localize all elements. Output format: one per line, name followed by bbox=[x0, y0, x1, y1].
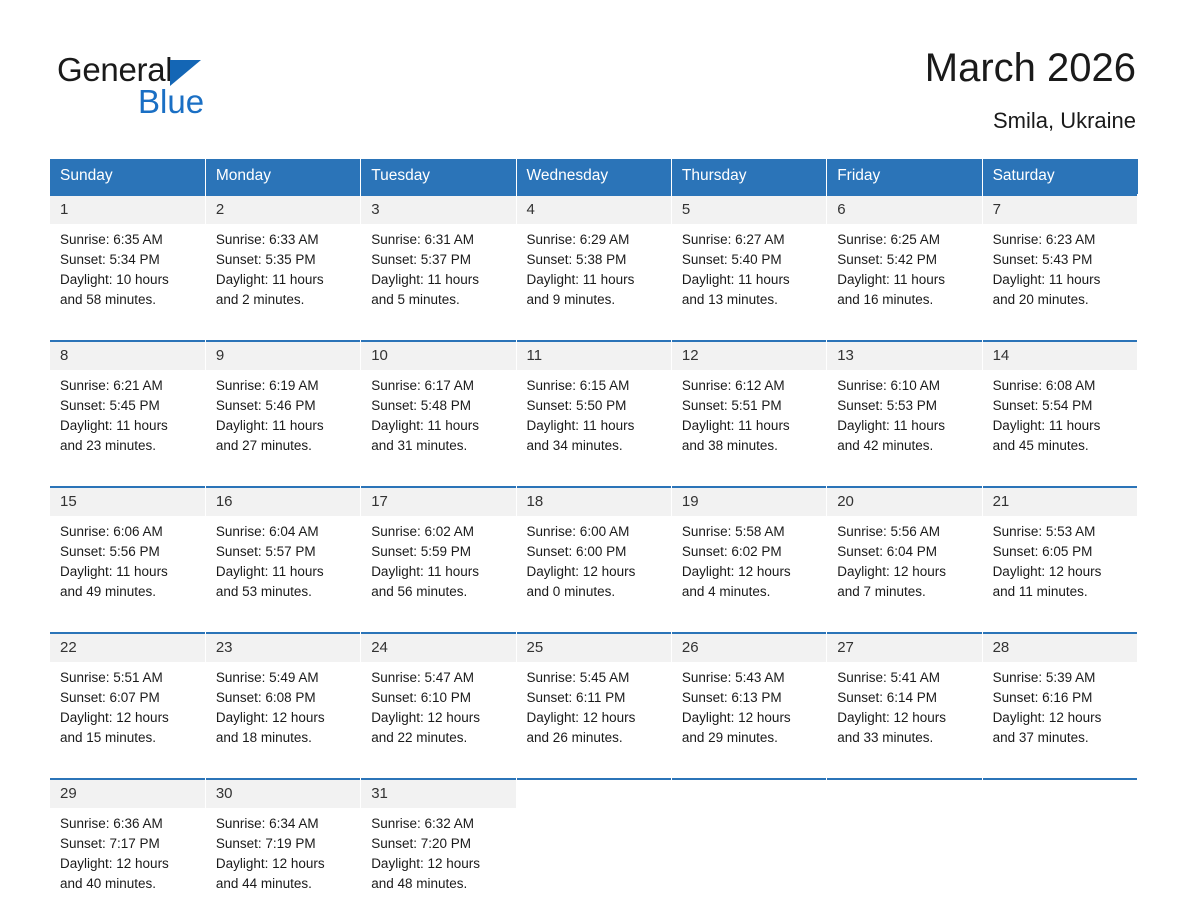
sunset-time: Sunset: 5:48 PM bbox=[371, 398, 471, 413]
daylight-line1: Daylight: 11 hours bbox=[526, 418, 635, 433]
sunrise-time: Sunrise: 6:31 AM bbox=[371, 232, 474, 247]
day-number: 23 bbox=[206, 634, 360, 662]
daylight-line2: and 58 minutes. bbox=[60, 292, 157, 307]
calendar-day-cell[interactable] bbox=[516, 632, 671, 766]
day-cell-inner bbox=[827, 340, 981, 474]
day-number: 16 bbox=[206, 488, 360, 516]
day-info bbox=[517, 224, 671, 310]
day-number: 30 bbox=[206, 780, 360, 808]
daylight-line1: Daylight: 11 hours bbox=[215, 564, 324, 579]
day-info bbox=[983, 370, 1137, 456]
day-info bbox=[517, 370, 671, 456]
calendar-day-cell[interactable] bbox=[361, 486, 516, 620]
calendar-day-cell[interactable] bbox=[361, 194, 516, 328]
weekday-header-friday: Friday bbox=[827, 159, 982, 194]
day-info bbox=[672, 662, 826, 748]
day-cell-inner bbox=[517, 340, 671, 474]
day-cell-inner bbox=[672, 340, 826, 474]
day-info bbox=[361, 808, 515, 894]
day-cell-inner bbox=[50, 340, 205, 474]
sunset-time: Sunset: 5:59 PM bbox=[371, 544, 471, 559]
sunset-time: Sunset: 6:04 PM bbox=[837, 544, 938, 559]
week-spacer bbox=[50, 328, 1138, 340]
sunrise-time: Sunrise: 6:19 AM bbox=[215, 378, 319, 393]
sunrise-time: Sunrise: 5:41 AM bbox=[837, 670, 941, 685]
daylight-line1: Daylight: 11 hours bbox=[681, 418, 790, 433]
calendar-day-cell[interactable] bbox=[982, 194, 1137, 328]
calendar-day-cell[interactable] bbox=[671, 194, 826, 328]
day-info bbox=[206, 370, 360, 456]
daylight-line1: Daylight: 12 hours bbox=[992, 710, 1102, 725]
daylight-line2: and 16 minutes. bbox=[837, 292, 934, 307]
daylight-line1: Daylight: 12 hours bbox=[215, 856, 325, 871]
day-info bbox=[361, 224, 515, 310]
daylight-line1: Daylight: 11 hours bbox=[371, 418, 479, 433]
calendar-day-cell[interactable] bbox=[671, 340, 826, 474]
daylight-line2: and 29 minutes. bbox=[681, 730, 778, 745]
day-cell-inner bbox=[672, 486, 826, 620]
day-info bbox=[50, 808, 205, 894]
day-number: 7 bbox=[983, 196, 1137, 224]
day-number: 27 bbox=[827, 634, 981, 662]
calendar-cell-empty bbox=[982, 778, 1137, 912]
day-info bbox=[827, 370, 981, 456]
daylight-line1: Daylight: 12 hours bbox=[371, 710, 480, 725]
daylight-line1: Daylight: 11 hours bbox=[837, 272, 946, 287]
day-info bbox=[983, 662, 1137, 748]
sunrise-time: Sunrise: 6:23 AM bbox=[992, 232, 1096, 247]
day-cell-inner bbox=[361, 194, 515, 328]
sunrise-sunset-calendar bbox=[50, 159, 1138, 912]
day-number: 29 bbox=[50, 780, 205, 808]
sunset-time: Sunset: 5:51 PM bbox=[681, 398, 782, 413]
calendar-day-cell[interactable] bbox=[516, 486, 671, 620]
calendar-day-cell[interactable] bbox=[50, 194, 205, 328]
daylight-line1: Daylight: 12 hours bbox=[526, 710, 636, 725]
day-cell-inner bbox=[50, 194, 205, 328]
daylight-line1: Daylight: 10 hours bbox=[60, 272, 169, 287]
daylight-line1: Daylight: 11 hours bbox=[526, 272, 635, 287]
daylight-line2: and 9 minutes. bbox=[526, 292, 616, 307]
calendar-day-cell[interactable] bbox=[205, 486, 360, 620]
daylight-line1: Daylight: 11 hours bbox=[992, 418, 1101, 433]
sunset-time: Sunset: 5:40 PM bbox=[681, 252, 782, 267]
day-info bbox=[206, 662, 360, 748]
weekday-header-row bbox=[50, 159, 1138, 194]
day-number: 13 bbox=[827, 342, 981, 370]
day-info bbox=[672, 516, 826, 602]
calendar-day-cell[interactable] bbox=[827, 632, 982, 766]
calendar-day-cell[interactable] bbox=[50, 778, 205, 912]
sunrise-time: Sunrise: 5:53 AM bbox=[992, 524, 1096, 539]
logo-text-general: General bbox=[57, 51, 173, 88]
day-info bbox=[517, 662, 671, 748]
daylight-line2: and 38 minutes. bbox=[681, 438, 778, 453]
daylight-line2: and 31 minutes. bbox=[371, 438, 468, 453]
sunrise-time: Sunrise: 5:43 AM bbox=[681, 670, 785, 685]
day-info bbox=[206, 516, 360, 602]
daylight-line2: and 34 minutes. bbox=[526, 438, 623, 453]
calendar-week-row bbox=[50, 778, 1138, 912]
sunset-time: Sunset: 5:35 PM bbox=[215, 252, 316, 267]
sunrise-time: Sunrise: 5:56 AM bbox=[837, 524, 941, 539]
day-number: 24 bbox=[361, 634, 515, 662]
daylight-line2: and 11 minutes. bbox=[992, 584, 1088, 599]
sunset-time: Sunset: 6:11 PM bbox=[526, 690, 626, 705]
daylight-line1: Daylight: 11 hours bbox=[60, 564, 168, 579]
day-number: 14 bbox=[983, 342, 1137, 370]
sunset-time: Sunset: 5:42 PM bbox=[837, 252, 938, 267]
daylight-line2: and 56 minutes. bbox=[371, 584, 468, 599]
calendar-day-cell[interactable] bbox=[827, 340, 982, 474]
day-info bbox=[361, 662, 515, 748]
calendar-day-cell[interactable] bbox=[982, 632, 1137, 766]
daylight-line2: and 7 minutes. bbox=[837, 584, 926, 599]
day-cell-inner bbox=[206, 486, 360, 620]
sunset-time: Sunset: 6:13 PM bbox=[681, 690, 782, 705]
day-cell-inner bbox=[361, 486, 515, 620]
sunrise-time: Sunrise: 6:04 AM bbox=[215, 524, 319, 539]
day-cell-inner bbox=[827, 632, 981, 766]
day-cell-inner bbox=[827, 486, 981, 620]
calendar-day-cell[interactable] bbox=[982, 486, 1137, 620]
sunrise-time: Sunrise: 6:17 AM bbox=[371, 378, 474, 393]
day-info bbox=[50, 370, 205, 456]
weekday-header-thursday: Thursday bbox=[671, 159, 826, 194]
sunset-time: Sunset: 7:19 PM bbox=[215, 836, 316, 851]
sunset-time: Sunset: 6:10 PM bbox=[371, 690, 471, 705]
sunrise-time: Sunrise: 6:36 AM bbox=[60, 816, 163, 831]
calendar-week-row bbox=[50, 340, 1138, 474]
day-number: 17 bbox=[361, 488, 515, 516]
day-cell-inner bbox=[206, 632, 360, 766]
daylight-line2: and 18 minutes. bbox=[215, 730, 312, 745]
sunrise-time: Sunrise: 6:08 AM bbox=[992, 378, 1096, 393]
sunset-time: Sunset: 5:43 PM bbox=[992, 252, 1093, 267]
day-info bbox=[50, 224, 205, 310]
calendar-cell-empty bbox=[516, 778, 671, 912]
day-cell-inner bbox=[206, 778, 360, 912]
sunrise-time: Sunrise: 6:21 AM bbox=[60, 378, 163, 393]
day-info bbox=[517, 516, 671, 602]
daylight-line1: Daylight: 12 hours bbox=[526, 564, 636, 579]
daylight-line1: Daylight: 11 hours bbox=[681, 272, 790, 287]
daylight-line2: and 23 minutes. bbox=[60, 438, 157, 453]
daylight-line2: and 44 minutes. bbox=[215, 876, 312, 891]
day-cell-inner bbox=[50, 486, 205, 620]
day-info bbox=[983, 224, 1137, 310]
day-number: 10 bbox=[361, 342, 515, 370]
calendar-day-cell[interactable] bbox=[671, 632, 826, 766]
daylight-line1: Daylight: 12 hours bbox=[681, 564, 791, 579]
day-number: 3 bbox=[361, 196, 515, 224]
sunrise-time: Sunrise: 6:00 AM bbox=[526, 524, 630, 539]
daylight-line2: and 45 minutes. bbox=[992, 438, 1089, 453]
sunset-time: Sunset: 6:00 PM bbox=[526, 544, 627, 559]
daylight-line2: and 4 minutes. bbox=[681, 584, 771, 599]
calendar-day-cell[interactable] bbox=[205, 632, 360, 766]
day-number: 26 bbox=[672, 634, 826, 662]
daylight-line2: and 33 minutes. bbox=[837, 730, 934, 745]
day-info bbox=[672, 370, 826, 456]
daylight-line1: Daylight: 11 hours bbox=[371, 564, 479, 579]
day-info bbox=[50, 662, 205, 748]
sunrise-time: Sunrise: 5:45 AM bbox=[526, 670, 630, 685]
sunrise-time: Sunrise: 6:10 AM bbox=[837, 378, 941, 393]
daylight-line1: Daylight: 12 hours bbox=[215, 710, 325, 725]
daylight-line1: Daylight: 12 hours bbox=[371, 856, 480, 871]
sunrise-time: Sunrise: 6:02 AM bbox=[371, 524, 474, 539]
sunrise-time: Sunrise: 5:39 AM bbox=[992, 670, 1096, 685]
daylight-line1: Daylight: 11 hours bbox=[215, 272, 324, 287]
day-cell-inner bbox=[983, 486, 1137, 620]
sunset-time: Sunset: 7:17 PM bbox=[60, 836, 160, 851]
day-info bbox=[206, 808, 360, 894]
day-number: 25 bbox=[517, 634, 671, 662]
calendar-day-cell[interactable] bbox=[516, 194, 671, 328]
calendar-body bbox=[50, 194, 1138, 912]
day-cell-inner bbox=[361, 778, 515, 912]
daylight-line2: and 15 minutes. bbox=[60, 730, 157, 745]
day-cell-inner bbox=[206, 194, 360, 328]
calendar-day-cell[interactable] bbox=[205, 778, 360, 912]
sunrise-time: Sunrise: 5:58 AM bbox=[681, 524, 785, 539]
day-cell-inner bbox=[983, 340, 1137, 474]
daylight-line1: Daylight: 12 hours bbox=[60, 710, 169, 725]
sunset-time: Sunset: 5:45 PM bbox=[60, 398, 160, 413]
calendar-day-cell[interactable] bbox=[361, 632, 516, 766]
day-info bbox=[827, 224, 981, 310]
calendar-day-cell[interactable] bbox=[205, 194, 360, 328]
calendar-day-cell[interactable] bbox=[516, 340, 671, 474]
sunrise-time: Sunrise: 6:32 AM bbox=[371, 816, 474, 831]
day-info bbox=[361, 516, 515, 602]
daylight-line2: and 20 minutes. bbox=[992, 292, 1089, 307]
day-number: 18 bbox=[517, 488, 671, 516]
sunrise-time: Sunrise: 5:51 AM bbox=[60, 670, 163, 685]
sunset-time: Sunset: 5:57 PM bbox=[215, 544, 316, 559]
day-number: 21 bbox=[983, 488, 1137, 516]
day-number: 1 bbox=[50, 196, 205, 224]
day-cell-inner bbox=[361, 340, 515, 474]
weekday-header-monday: Monday bbox=[205, 159, 360, 194]
daylight-line2: and 2 minutes. bbox=[215, 292, 305, 307]
daylight-line1: Daylight: 11 hours bbox=[837, 418, 946, 433]
calendar-day-cell[interactable] bbox=[50, 632, 205, 766]
page-title: March 2026 bbox=[924, 46, 1136, 90]
sunrise-time: Sunrise: 5:47 AM bbox=[371, 670, 474, 685]
day-cell-inner bbox=[517, 486, 671, 620]
sunset-time: Sunset: 5:38 PM bbox=[526, 252, 627, 267]
day-number: 4 bbox=[517, 196, 671, 224]
day-cell-inner bbox=[50, 632, 205, 766]
sunset-time: Sunset: 6:08 PM bbox=[215, 690, 316, 705]
day-number: 31 bbox=[361, 780, 515, 808]
day-info bbox=[827, 662, 981, 748]
triangle-icon bbox=[170, 60, 201, 86]
calendar-day-cell[interactable] bbox=[205, 340, 360, 474]
daylight-line1: Daylight: 11 hours bbox=[992, 272, 1101, 287]
daylight-line2: and 40 minutes. bbox=[60, 876, 157, 891]
calendar-day-cell[interactable] bbox=[827, 486, 982, 620]
daylight-line1: Daylight: 12 hours bbox=[837, 710, 947, 725]
day-number: 2 bbox=[206, 196, 360, 224]
daylight-line2: and 49 minutes. bbox=[60, 584, 157, 599]
title-block bbox=[925, 44, 1136, 136]
daylight-line2: and 26 minutes. bbox=[526, 730, 623, 745]
sunset-time: Sunset: 5:37 PM bbox=[371, 252, 471, 267]
day-cell-inner bbox=[517, 632, 671, 766]
day-number: 22 bbox=[50, 634, 205, 662]
day-number: 28 bbox=[983, 634, 1137, 662]
day-info bbox=[827, 516, 981, 602]
daylight-line1: Daylight: 11 hours bbox=[215, 418, 324, 433]
calendar-day-cell[interactable] bbox=[982, 340, 1137, 474]
day-cell-inner bbox=[517, 194, 671, 328]
daylight-line2: and 5 minutes. bbox=[371, 292, 460, 307]
daylight-line2: and 48 minutes. bbox=[371, 876, 468, 891]
day-number: 19 bbox=[672, 488, 826, 516]
daylight-line2: and 37 minutes. bbox=[992, 730, 1089, 745]
sunrise-time: Sunrise: 6:15 AM bbox=[526, 378, 630, 393]
logo-text-blue: Blue bbox=[138, 83, 205, 120]
weekday-header-sunday: Sunday bbox=[50, 159, 205, 194]
calendar-week-row bbox=[50, 194, 1138, 328]
sunset-time: Sunset: 7:20 PM bbox=[371, 836, 471, 851]
logo-text-general-wrap bbox=[57, 52, 201, 88]
day-number: 8 bbox=[50, 342, 205, 370]
sunrise-time: Sunrise: 6:06 AM bbox=[60, 524, 163, 539]
calendar-cell-empty bbox=[827, 778, 982, 912]
sunset-time: Sunset: 5:46 PM bbox=[215, 398, 316, 413]
day-cell-inner bbox=[50, 778, 205, 912]
calendar-week-row bbox=[50, 632, 1138, 766]
generalblue-logo bbox=[57, 52, 317, 118]
sunset-time: Sunset: 5:56 PM bbox=[60, 544, 160, 559]
calendar-day-cell[interactable] bbox=[50, 340, 205, 474]
calendar-week-row bbox=[50, 486, 1138, 620]
sunset-time: Sunset: 5:50 PM bbox=[526, 398, 627, 413]
day-cell-inner bbox=[983, 632, 1137, 766]
weekday-header-tuesday: Tuesday bbox=[361, 159, 516, 194]
sunset-time: Sunset: 6:16 PM bbox=[992, 690, 1093, 705]
weekday-header-wednesday: Wednesday bbox=[516, 159, 671, 194]
sunset-time: Sunset: 6:05 PM bbox=[992, 544, 1093, 559]
calendar-cell-empty bbox=[671, 778, 826, 912]
sunset-time: Sunset: 5:54 PM bbox=[992, 398, 1093, 413]
daylight-line1: Daylight: 12 hours bbox=[992, 564, 1102, 579]
sunset-time: Sunset: 6:07 PM bbox=[60, 690, 160, 705]
daylight-line2: and 13 minutes. bbox=[681, 292, 778, 307]
calendar-day-cell[interactable] bbox=[671, 486, 826, 620]
day-cell-inner bbox=[672, 632, 826, 766]
page-header bbox=[50, 38, 1138, 144]
day-info bbox=[983, 516, 1137, 602]
day-cell-inner bbox=[672, 194, 826, 328]
weekday-header-saturday: Saturday bbox=[982, 159, 1137, 194]
daylight-line2: and 0 minutes. bbox=[526, 584, 616, 599]
sunrise-time: Sunrise: 5:49 AM bbox=[215, 670, 319, 685]
day-info bbox=[50, 516, 205, 602]
calendar-day-cell[interactable] bbox=[827, 194, 982, 328]
daylight-line1: Daylight: 12 hours bbox=[681, 710, 791, 725]
sunrise-time: Sunrise: 6:25 AM bbox=[837, 232, 941, 247]
week-spacer bbox=[50, 474, 1138, 486]
week-spacer bbox=[50, 766, 1138, 778]
location-subtitle: Smila, Ukraine bbox=[992, 108, 1136, 133]
day-number: 9 bbox=[206, 342, 360, 370]
day-cell-inner bbox=[983, 194, 1137, 328]
daylight-line2: and 27 minutes. bbox=[215, 438, 312, 453]
daylight-line2: and 22 minutes. bbox=[371, 730, 468, 745]
daylight-line2: and 53 minutes. bbox=[215, 584, 312, 599]
day-number: 6 bbox=[827, 196, 981, 224]
day-cell-inner bbox=[827, 194, 981, 328]
day-cell-inner bbox=[206, 340, 360, 474]
sunrise-time: Sunrise: 6:33 AM bbox=[215, 232, 319, 247]
sunrise-time: Sunrise: 6:12 AM bbox=[681, 378, 785, 393]
sunrise-time: Sunrise: 6:29 AM bbox=[526, 232, 630, 247]
week-spacer bbox=[50, 620, 1138, 632]
day-number: 11 bbox=[517, 342, 671, 370]
daylight-line1: Daylight: 12 hours bbox=[60, 856, 169, 871]
sunset-time: Sunset: 6:14 PM bbox=[837, 690, 938, 705]
day-number: 15 bbox=[50, 488, 205, 516]
sunrise-time: Sunrise: 6:27 AM bbox=[681, 232, 785, 247]
sunset-time: Sunset: 5:34 PM bbox=[60, 252, 160, 267]
day-number: 20 bbox=[827, 488, 981, 516]
sunset-time: Sunset: 6:02 PM bbox=[681, 544, 782, 559]
calendar-day-cell[interactable] bbox=[50, 486, 205, 620]
day-number: 5 bbox=[672, 196, 826, 224]
daylight-line1: Daylight: 11 hours bbox=[60, 418, 168, 433]
day-info bbox=[361, 370, 515, 456]
day-cell-inner bbox=[361, 632, 515, 766]
calendar-day-cell[interactable] bbox=[361, 778, 516, 912]
sunrise-time: Sunrise: 6:35 AM bbox=[60, 232, 163, 247]
daylight-line2: and 42 minutes. bbox=[837, 438, 934, 453]
daylight-line1: Daylight: 12 hours bbox=[837, 564, 947, 579]
day-number: 12 bbox=[672, 342, 826, 370]
day-info bbox=[672, 224, 826, 310]
day-info bbox=[206, 224, 360, 310]
daylight-line1: Daylight: 11 hours bbox=[371, 272, 479, 287]
sunrise-time: Sunrise: 6:34 AM bbox=[215, 816, 319, 831]
calendar-day-cell[interactable] bbox=[361, 340, 516, 474]
sunset-time: Sunset: 5:53 PM bbox=[837, 398, 938, 413]
